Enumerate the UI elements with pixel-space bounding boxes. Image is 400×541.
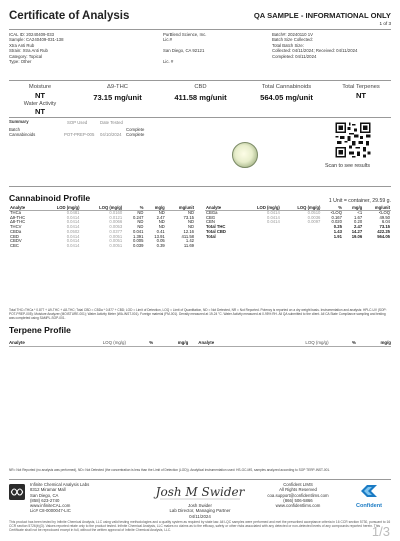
sample-id: Sample: CA240409-031-138 [9, 37, 64, 43]
terpene-col-loq: LOQ (mg/g) [87, 340, 126, 347]
company-city: San Diego, CA 92121 [163, 48, 205, 54]
lab-address-1: 8312 Miramar Mall [30, 487, 66, 493]
summary-cannabinoids-sop: POT-PREP-005 [64, 132, 95, 137]
value-cell: 1.391 [132, 233, 144, 239]
total-batch-size: Total Batch Size: [272, 42, 305, 48]
signature-image [150, 483, 250, 501]
value-cell: 0.005 [132, 238, 144, 244]
value-cell [281, 235, 322, 240]
value-cell: 6.04 [381, 219, 390, 225]
disclaimer: This product has been tested by Infinite Chemical Analysis, LLC using valid testing methodologies and a quality system as required by state law. All LQC samples were performed and met the prescribed acceptance criteria in 16 CCR section 5730, pursuant to 16 CCR section 5726(b)(3). Values reported relate only to the product tested. Infinite Chemical Analysis, LLC makes no claims as to the efficacy, safety or other risks associated with any detected or non-detected levels of any compounds reported herein. This Certificate shall not be reproduced except in full, without the written approval of Infinite Chemical Analysis, LLC. [9, 520, 391, 533]
moisture-label: Moisture [28, 84, 52, 90]
water-activity-label: Water Activity [23, 101, 57, 107]
lims-rights: All Rights Reserved [279, 487, 317, 493]
signer-name: Josh Swider [188, 503, 212, 508]
value-cell: 0.0481 [66, 210, 80, 215]
summary-col-date: Date Tested [100, 120, 123, 125]
lims-info [262, 482, 334, 508]
company-name: PurBlend Science, Inc. [163, 32, 207, 37]
product-photo [232, 142, 258, 168]
terpene-table [9, 340, 391, 347]
value-cell: <1 [357, 210, 363, 215]
value-cell: ND [158, 219, 165, 225]
total-cannabinoids-value: 564.05 mg/unit [260, 93, 313, 102]
value-cell: 0.0414 [66, 224, 80, 230]
metrics-divider-bottom [9, 117, 391, 118]
value-cell: 1.91 [333, 233, 342, 239]
value-cell: 0.0036 [307, 214, 321, 220]
summary-cannabinoids-status: Complete [126, 132, 145, 137]
column-header: LOQ (mg/g) [81, 205, 124, 211]
value-cell: 0.0414 [66, 214, 80, 220]
column-header: Analyte [9, 205, 38, 211]
analyte-cell: Total THC [206, 224, 226, 230]
signature-date: 04/11/2024 [189, 513, 211, 519]
value-cell: 0.0053 [109, 224, 123, 230]
ical-id: ICAL ID: 20240409-033 [9, 32, 54, 37]
total-terpenes-metric [330, 84, 392, 100]
analyte-cell: Total CBD [206, 228, 226, 234]
confident-logo [347, 484, 391, 509]
collected-received: Collected: 04/11/2024; Received: 04/11/2024 [272, 48, 358, 54]
value-cell: 0.020 [331, 219, 342, 225]
value-cell: 411.58 [181, 233, 194, 239]
value-cell: ND [187, 224, 194, 230]
terpene-profile-title: Terpene Profile [9, 325, 71, 335]
value-cell: 0.0414 [66, 238, 80, 244]
thc-label: Δ9-THC [107, 84, 128, 90]
client-info [9, 32, 63, 64]
value-cell: 0.0414 [66, 242, 80, 248]
batch-size-collected: Batch Size Collected: [272, 37, 313, 43]
table-row [9, 244, 195, 249]
lab-info [30, 482, 89, 514]
value-cell: 1.42 [185, 238, 194, 244]
profile-divider [9, 186, 391, 187]
metrics-divider-top [9, 80, 391, 81]
value-cell: 0.0510 [307, 210, 321, 215]
value-cell: 0.0066 [109, 219, 123, 225]
value-cell: 0.0051 [109, 238, 123, 244]
cannabinoid-table-left [9, 205, 195, 249]
analyte-cell: CBD [10, 233, 19, 239]
analyte-cell: CBDV [10, 238, 22, 244]
analyte-cell: Total [206, 233, 216, 239]
signature-info [150, 503, 250, 519]
footer-divider [9, 479, 391, 480]
cannabinoid-table-right [205, 205, 391, 239]
summary-batch-status: Complete [126, 127, 145, 132]
company-license: Lic.# [163, 37, 173, 43]
lims-site[interactable]: www.confidentlims.com [275, 503, 321, 509]
value-cell: 2.47 [156, 214, 165, 220]
license-info [163, 32, 206, 64]
value-cell: ND [137, 224, 144, 230]
summary-cannabinoids-date: 04/10/2024 [100, 132, 122, 137]
column-header: LOD (mg/g) [241, 205, 281, 211]
total-cannabinoids-label: Total Cannabinoids [261, 84, 312, 90]
thc-metric [80, 84, 155, 102]
value-cell: 73.15 [379, 224, 390, 230]
value-cell: 0.0160 [109, 210, 123, 215]
sample-banner: QA SAMPLE - INFORMATIONAL ONLY [253, 11, 391, 20]
batch-info [272, 32, 357, 59]
column-header: mg/g [144, 205, 165, 211]
analyte-cell: CBN [206, 219, 215, 225]
analyte-cell: CBGa [206, 210, 218, 215]
cannabinoid-profile-title: Cannabinoid Profile [9, 193, 91, 203]
terpene-col-analyte-2: Analyte [188, 340, 282, 347]
type: Type: Other [9, 59, 32, 65]
terpene-col-percent-2: % [329, 340, 356, 347]
column-header: Analyte [205, 205, 241, 211]
value-cell: 0.0414 [66, 233, 80, 239]
value-cell: 564.05 [377, 233, 390, 239]
lims-title: Confident LIMS [283, 482, 313, 487]
value-cell: ND [187, 219, 194, 225]
column-header: LOQ (mg/g) [281, 205, 322, 211]
terpene-col-loq-2: LOQ (mg/g) [282, 340, 329, 347]
value-cell: 0.0502 [66, 228, 80, 234]
lab-phone: (858) 623-2740 [30, 497, 60, 503]
cbd-value: 411.58 mg/unit [174, 93, 227, 102]
value-cell: 0.039 [132, 242, 144, 248]
value-cell: 0.0051 [109, 233, 123, 239]
total-terpenes-label: Total Terpenes [342, 84, 380, 90]
lab-license: Lic# C8-0000047-LIC [30, 508, 71, 514]
value-cell: 0.39 [156, 242, 165, 248]
value-cell: 2.47 [354, 224, 363, 230]
value-cell: 13.91 [154, 233, 165, 239]
cannabinoid-footnote: Total THC=THCa * 0.877 + Δ9-THC + Δ8-THC; Total CBD = CBDa * 0.877 + CBD; LOD = Limit of Detection, LOQ = Limit of Quantitation, ND = Not Detected, NR = Not Reported. Potency is reported on a dry weight basis. Instrumentation and analysis: HPLC-UV (SOP: POT-PREP-005); Moisture Analyzer (MOISTURE-001); Water Activity Meter (WA-INST-001). Foreign material (FM-001). Density measured at 19-24 °C. Water Activity measured at 0-95% RH. All QA submitted to the client. All CA State Compliance sampling and testing was completed using SAMPL-SOP-001. [9, 308, 387, 320]
header-divider [9, 29, 391, 30]
page-number: 1 of 3 [379, 21, 391, 26]
water-activity-value: NT [34, 107, 46, 116]
terpene-header-row [9, 340, 391, 347]
scan-results-link[interactable]: Scan to see results [325, 163, 371, 169]
signature-script: Josh M Swider [155, 485, 245, 499]
column-header: % [321, 205, 343, 211]
value-cell: 0.0051 [109, 242, 123, 248]
completed-date: Completed: 04/11/2024 [272, 53, 317, 59]
value-cell: 0.0377 [109, 228, 123, 234]
lims-phone: (866) 506-5866 [283, 497, 313, 503]
value-cell: 0.20 [354, 219, 363, 225]
signer-role: Lab Director, Managing Partner [169, 508, 231, 514]
terpene-col-analyte: Analyte [9, 340, 87, 347]
value-cell [241, 235, 281, 240]
cbd-metric [158, 84, 243, 102]
value-cell: 19.06 [351, 233, 363, 239]
confident-logo-text: Confident [355, 503, 383, 509]
strain: Strain: Xtra Anti Rub [9, 48, 48, 54]
value-cell: 73.15 [183, 214, 194, 220]
column-header: mg/unit [363, 205, 391, 211]
total-terpenes-value: NT [355, 91, 367, 100]
infinite-lab-logo-icon [9, 484, 25, 500]
value-cell: 0.0121 [109, 214, 123, 220]
terpene-col-mgg: mg/g [153, 340, 188, 347]
value-cell: ND [137, 210, 144, 215]
analyte-cell: Δ9-THC [10, 214, 26, 220]
batch-number: Batch#: 20240110 1V [272, 32, 314, 37]
unit-note: 1 Unit = container, 29.59 g. [328, 198, 391, 204]
moisture-value: NT [34, 91, 46, 100]
total-row [205, 235, 391, 240]
summary-col-sop: SOP Used [67, 120, 88, 125]
value-cell: ND [187, 210, 194, 215]
value-cell: 0.167 [331, 214, 342, 220]
value-cell: 0.05 [156, 238, 165, 244]
document-title: Certificate of Analysis [9, 10, 130, 22]
value-cell: 11.69 [183, 242, 194, 248]
lab-website[interactable]: www.infiniteCAL.com [30, 503, 71, 509]
summary-title: Summary [9, 119, 29, 124]
value-cell: 0.247 [132, 214, 144, 220]
value-cell: 1.67 [354, 214, 363, 220]
product-name: Xtra Anti Rub [9, 42, 35, 48]
value-cell: 12.16 [183, 228, 194, 234]
value-cell: 0.0414 [266, 219, 280, 225]
analyte-cell: THCV [10, 224, 22, 230]
total-cannabinoids-metric [244, 84, 329, 102]
value-cell: 49.50 [379, 214, 390, 220]
value-cell: 0.0414 [266, 214, 280, 220]
method-note: NR= Not Reported (no analysis was performed), ND= Not Detected (the concentration is less than the Limit of Detection (LOD)). Analytical instrumentation used: HS-GC-MS, samples analyzed according to SOP TERP-INST-001. [9, 468, 331, 472]
value-cell: 1.43 [333, 228, 342, 234]
value-cell: 422.25 [377, 228, 390, 234]
value-cell: 0.25 [333, 224, 342, 230]
cbd-label: CBD [194, 84, 207, 90]
column-header: mg/unit [166, 205, 195, 211]
value-cell: ND [158, 224, 165, 230]
second-license: Lic. # [163, 59, 174, 65]
value-cell: ND [158, 210, 165, 215]
analyte-cell: CBC [10, 242, 19, 248]
column-header: LOD (mg/g) [38, 205, 80, 211]
value-cell: <LOQ [378, 210, 390, 215]
terpene-col-mgg-2: mg/g [356, 340, 391, 347]
value-cell: 0.41 [156, 228, 165, 234]
column-header: % [123, 205, 144, 211]
value-cell: 0.0097 [307, 219, 321, 225]
lab-name: Infinite Chemical Analysis Labs [30, 482, 90, 487]
qr-code-icon[interactable] [334, 121, 372, 159]
value-cell: 0.0414 [266, 210, 280, 215]
analyte-cell: THCa [10, 210, 21, 215]
value-cell: ND [137, 219, 144, 225]
terpene-col-percent: % [126, 340, 153, 347]
analyte-cell: CBDa [10, 228, 22, 234]
summary-batch-name: Batch [9, 127, 20, 132]
value-cell: 0.041 [132, 228, 144, 234]
category: Category: Topical [9, 53, 43, 59]
moisture-metric [8, 84, 72, 116]
confident-logo-icon [360, 484, 378, 498]
thc-value: 73.15 mg/unit [93, 93, 142, 102]
column-header: mg/g [343, 205, 363, 211]
summary-cannabinoids-name: Cannabinoids [9, 132, 36, 137]
analyte-cell: CBG [206, 214, 216, 220]
page-indicator: 1/3 [371, 524, 390, 539]
value-cell: <LOQ [330, 210, 342, 215]
lab-address-2: San Diego, CA [30, 492, 59, 498]
value-cell: 0.0414 [66, 219, 80, 225]
lims-email[interactable]: coa.support@confidentlims.com [267, 492, 329, 498]
analyte-cell: Δ8-THC [10, 219, 26, 225]
value-cell: 14.27 [351, 228, 363, 234]
